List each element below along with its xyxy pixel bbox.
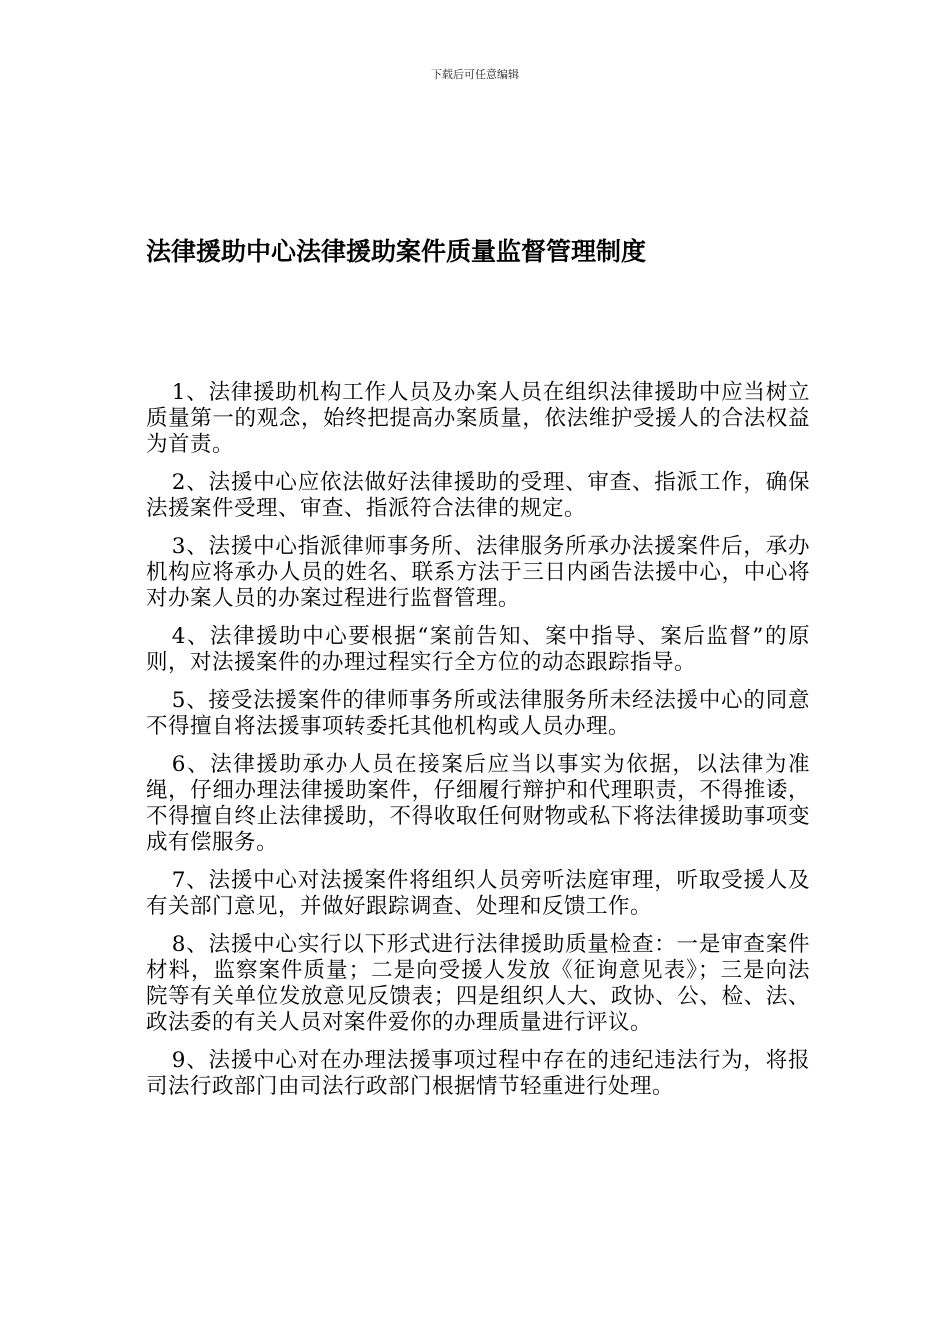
paragraph-6: 6、法律援助承办人员在接案后应当以事实为依据，以法律为准绳，仔细办理法律援助案件，仔细履行辩护和代理职责，不得推诿，不得擅自终止法律援助，不得收取任何财物或私下将法律援助事项变成有偿服务。 (146, 752, 810, 855)
paragraph-7: 7、法援中心对法援案件将组织人员旁听法庭审理，听取受援人及有关部门意见，并做好跟踪调查、处理和反馈工作。 (146, 868, 810, 919)
paragraph-3: 3、法援中心指派律师事务所、法律服务所承办法援案件后，承办机构应将承办人员的姓名、联系方法于三日内函告法援中心，中心将对办案人员的办案过程进行监督管理。 (146, 534, 810, 611)
paragraph-8: 8、法援中心实行以下形式进行法律援助质量检查：一是审查案件材料，监察案件质量；二是向受援人发放《征询意见表》；三是向法院等有关单位发放意见反馈表；四是组织人大、政协、公、检、法、政法委的有关人员对案件爱你的办理质量进行评议。 (146, 932, 810, 1035)
paragraph-9: 9、法援中心对在办理法援事项过程中存在的违纪违法行为，将报司法行政部门由司法行政部门根据情节轻重进行处理。 (146, 1048, 810, 1099)
header-note: 下载后可任意编辑 (431, 68, 519, 81)
document-body (146, 380, 810, 1112)
paragraph-2: 2、法援中心应依法做好法律援助的受理、审查、指派工作，确保法援案件受理、审查、指派符合法律的规定。 (146, 470, 810, 521)
paragraph-1: 1、法律援助机构工作人员及办案人员在组织法律援助中应当树立质量第一的观念，始终把提高办案质量，依法维护受援人的合法权益为首责。 (146, 380, 810, 457)
paragraph-4: 4、法律援助中心要根据“案前告知、案中指导、案后监督”的原则，对法援案件的办理过程实行全方位的动态跟踪指导。 (146, 624, 810, 675)
document-title: 法律援助中心法律援助案件质量监督管理制度 (146, 237, 647, 266)
paragraph-5: 5、接受法援案件的律师事务所或法律服务所未经法援中心的同意不得擅自将法援事项转委托其他机构或人员办理。 (146, 688, 810, 739)
